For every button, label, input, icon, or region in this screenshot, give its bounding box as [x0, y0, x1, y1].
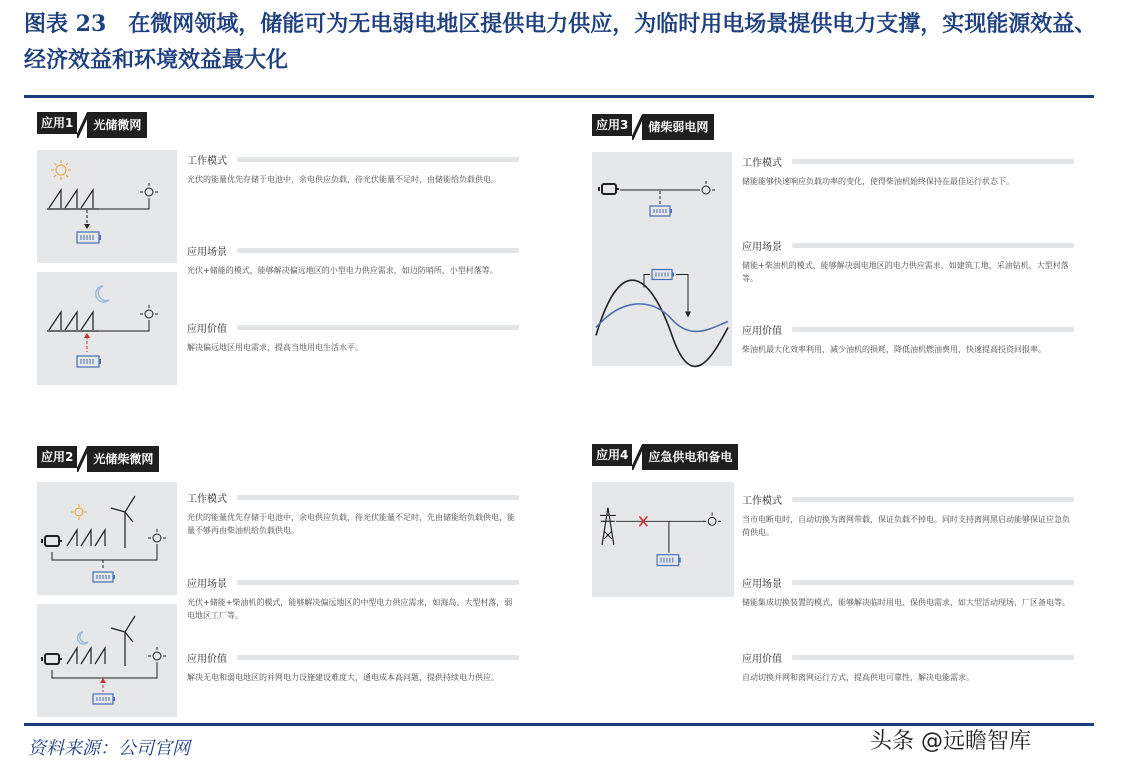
load-curve: [596, 280, 728, 366]
bulb-icon: [140, 183, 158, 196]
section-text: 储能能够快速响应负载功率的变化，使得柴油机始终保持在最佳运行状态下。: [742, 177, 1014, 186]
app-tag: [592, 114, 714, 140]
diagram-load-curve: [592, 256, 732, 366]
bulb-icon: [148, 529, 166, 542]
solar-panel-icon: [47, 190, 99, 209]
app-number: 应用1: [37, 112, 77, 134]
battery-icon: [657, 555, 681, 566]
battery-icon: [77, 356, 101, 367]
section-text: 光伏+储能的模式，能够解决偏远地区的小型电力供应需求，如边防哨所、小型村落等。: [187, 266, 498, 275]
section-scene: [742, 575, 1074, 609]
section-text: 解决无电和弱电地区的并网电力设施建设难度大，通电成本高问题，提供持续电力供应。: [187, 673, 499, 682]
section-label: 工作模式: [187, 155, 227, 167]
app-number: 应用2: [37, 446, 77, 468]
battery-icon: [650, 206, 672, 216]
bulb-icon: [697, 181, 715, 194]
section-text: 柴油机最大化效率利用，减少油机的损耗，降低油机燃油费用，快速提高投资回报率。: [742, 345, 1046, 354]
app-name: 光储柴微网: [87, 446, 159, 472]
tag-slash: [77, 112, 87, 138]
diesel-output-curve: [596, 304, 728, 332]
battery-icon: [93, 572, 115, 582]
diagram-solar-diesel-night: [37, 604, 177, 717]
section-label: 应用场景: [742, 578, 782, 590]
section-value: [187, 650, 519, 684]
app-name: 储柴弱电网: [642, 114, 714, 140]
solar-panel-icon: [47, 312, 99, 331]
section-label: 工作模式: [742, 157, 782, 169]
diesel-engine-icon: [42, 536, 62, 546]
section-scene: [187, 243, 519, 277]
section-label: 应用价值: [742, 325, 782, 337]
diagram-solar-night: [37, 272, 177, 385]
moon-icon: [78, 632, 88, 644]
battery-icon: [77, 232, 101, 243]
diesel-engine-icon: [599, 184, 619, 194]
section-label: 应用场景: [187, 578, 227, 590]
section-value: [742, 322, 1074, 356]
section-mode: [187, 490, 519, 537]
app-number: 应用3: [592, 114, 632, 136]
source-note: 资料来源：公司官网: [28, 738, 190, 759]
sun-icon: [71, 504, 87, 520]
diagram-storage-diesel: [592, 152, 732, 265]
diagram-backup-power: [592, 482, 734, 597]
solar-panel-icon: [67, 648, 105, 664]
battery-icon: [93, 694, 115, 704]
sun-icon: [51, 160, 71, 180]
section-text: 光伏的能量优先存储于电池中，余电供应负载，待光伏能量不足时，先由储能给负载供电，能量不够再由柴油机给负载供电。: [187, 513, 515, 535]
panel-app-1: [37, 112, 557, 412]
section-text: 解决偏远地区用电需求，提高当地用电生活水平。: [187, 343, 363, 352]
tag-slash: [632, 444, 642, 470]
section-text: 储能集成切换装置的模式，能够解决临时用电、保供电需求，如大型活动现场，厂区备电等。: [742, 598, 1070, 607]
watermark: 头条 @远瞻智库: [870, 729, 1031, 754]
panel-app-4: [592, 444, 1112, 744]
section-text: 光伏的能量优先存储于电池中，余电供应负载，待光伏能量不足时，由储能给负载供电。: [187, 175, 499, 184]
wind-turbine-icon: [111, 496, 135, 548]
section-label: 应用价值: [187, 653, 227, 665]
diesel-engine-icon: [42, 654, 62, 664]
panel-app-2: [37, 446, 557, 746]
section-label: 应用场景: [187, 246, 227, 258]
app-tag: [37, 112, 147, 138]
section-value: [187, 320, 519, 354]
app-tag: [37, 446, 159, 472]
top-rule: [24, 95, 1094, 98]
battery-icon: [652, 270, 674, 280]
section-label: 应用价值: [187, 323, 227, 335]
tag-slash: [77, 446, 87, 472]
section-value: [742, 650, 1074, 684]
section-label: 应用场景: [742, 241, 782, 253]
panel-app-3: [592, 114, 1112, 414]
section-scene: [742, 238, 1074, 285]
tag-slash: [632, 114, 642, 140]
transmission-tower-icon: [600, 508, 616, 545]
section-text: 光伏+储能+柴油机的模式，能够解决偏远地区的中型电力供应需求，如海岛、大型村落，弱电地区工厂等。: [187, 598, 513, 620]
diagram-solar-day: [37, 150, 177, 263]
solar-panel-icon: [67, 530, 105, 546]
figure-title: 图表 23 在微网领域，储能可为无电弱电地区提供电力供应，为临时用电场景提供电力支撑，实现能源效益、经济效益和环境效益最大化: [24, 11, 1097, 73]
section-text: 当市电断电时，自动切换为离网带载，保证负载不掉电。同时支持离网黑启动能够保证应急负荷供电。: [742, 515, 1070, 537]
section-scene: [187, 575, 519, 622]
section-label: 应用价值: [742, 653, 782, 665]
diagram-solar-diesel-day: [37, 482, 177, 595]
moon-icon: [96, 286, 109, 302]
section-mode: [742, 492, 1074, 539]
app-name: 应急供电和备电: [642, 444, 738, 470]
section-mode: [742, 154, 1074, 188]
wind-turbine-icon: [111, 616, 135, 666]
section-text: 自动切换并网和离网运行方式，提高供电可靠性，解决电能需求。: [742, 673, 974, 682]
app-number: 应用4: [592, 444, 632, 466]
bulb-icon: [140, 305, 158, 318]
app-name: 光储微网: [87, 112, 147, 138]
section-mode: [187, 152, 519, 186]
section-label: 工作模式: [742, 495, 782, 507]
bulb-icon: [148, 647, 166, 660]
section-label: 工作模式: [187, 493, 227, 505]
section-text: 储能+柴油机的模式，能够解决弱电地区的电力供应需求，如建筑工地，采油钻机，大型村落等。: [742, 261, 1069, 283]
app-tag: [592, 444, 738, 470]
bulb-icon: [703, 512, 721, 525]
